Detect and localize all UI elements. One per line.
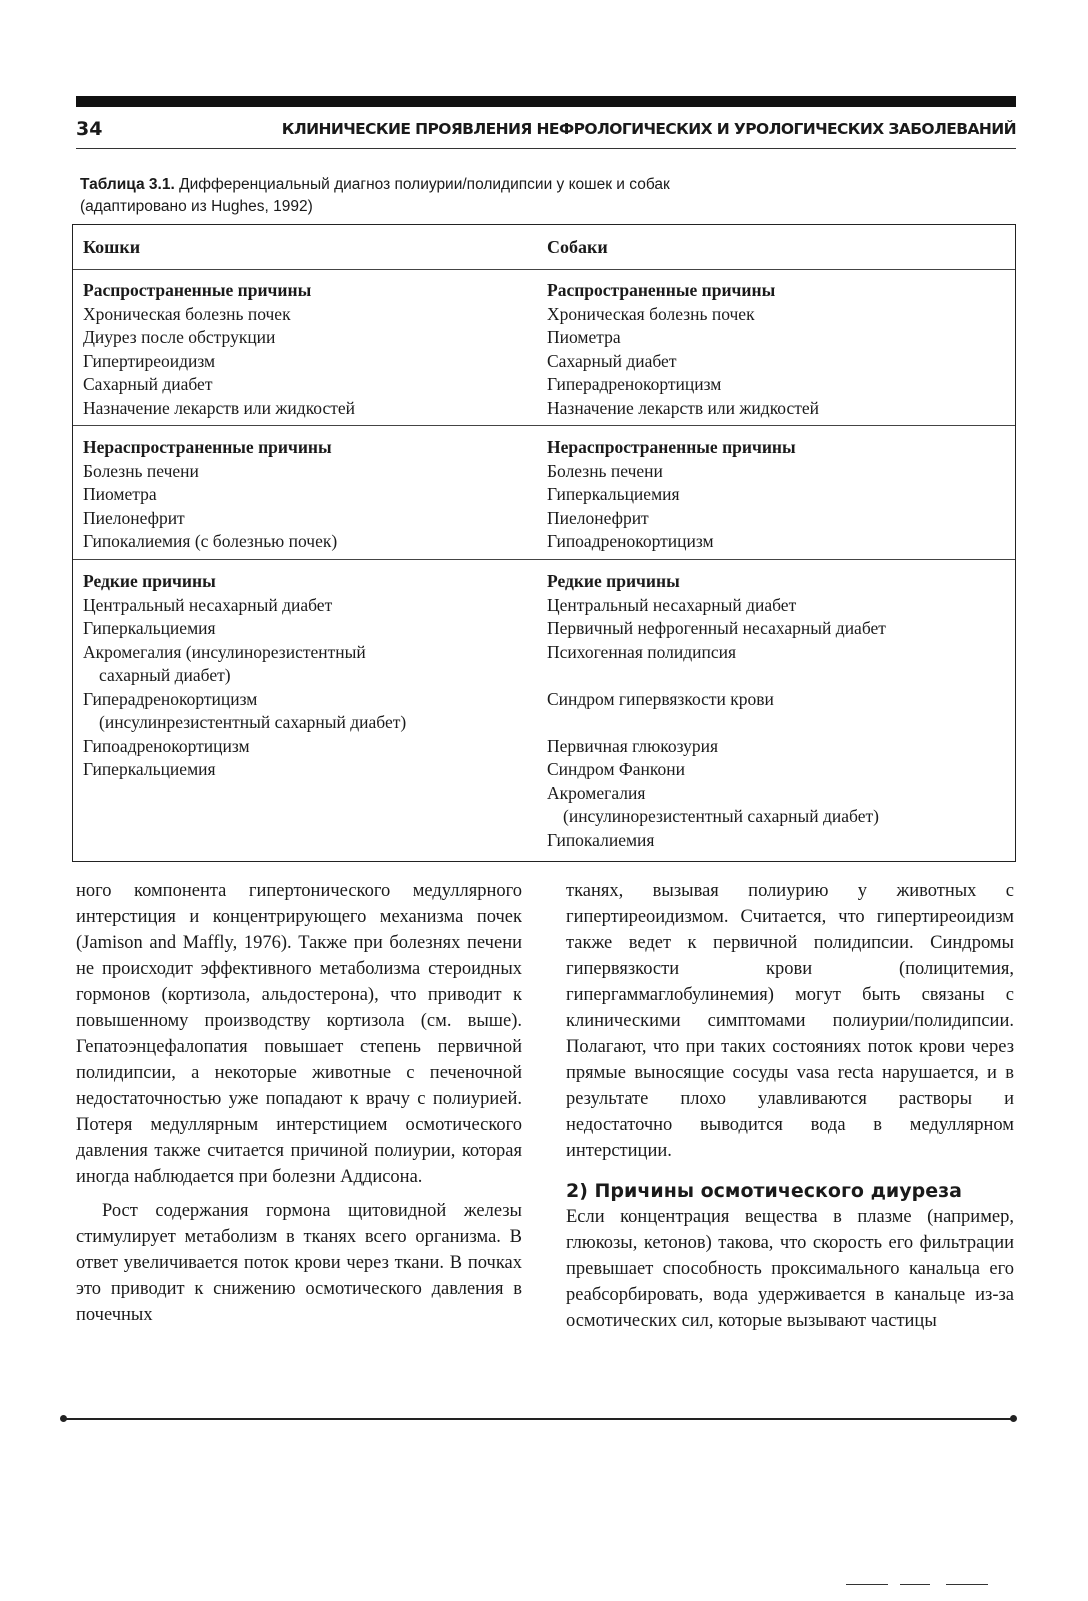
paragraph: тканях, вызывая полиурию у животных с гипертиреоидизмом. Считается, что гипертиреоидизм также ведет к первичной полидипсии. Синдромы гипервязкости крови (полицитемия, гипергаммаглобулинемия) могут быть связаны с клиническими симптомами полиурии/полидипсии. Полагают, что при таких состояниях поток крови через прямые выносящие сосуды vasa recta нарушается, и в результате плохо улавливаются растворы и недостаточно выводится вода в медуллярном интерстиции. <box>566 881 1014 1161</box>
list-item: Сахарный диабет <box>83 374 213 394</box>
list-item: Гиперкальциемия <box>83 759 216 779</box>
uncommon-cats-cell <box>83 436 337 554</box>
section-divider <box>73 559 1015 560</box>
list-item: Гипоадренокортицизм <box>83 735 250 756</box>
list-item: Гипокалиемия <box>547 829 655 850</box>
list-item: Пиометра <box>547 327 621 347</box>
list-item <box>547 711 886 735</box>
common-cats-cell <box>83 279 355 420</box>
list-item: Психогенная полидипсия <box>547 641 737 662</box>
table-label: Таблица 3.1. <box>80 176 175 193</box>
scan-mark <box>946 1584 988 1585</box>
list-item: Центральный несахарный диабет <box>547 594 797 615</box>
scan-mark <box>846 1584 888 1585</box>
text-column-right <box>566 878 1014 1334</box>
list-item: Гиперкальциемия <box>547 484 680 504</box>
list-item: Пиометра <box>83 484 157 504</box>
list-item: Болезнь печени <box>547 460 663 481</box>
list-item: Гипокалиемия (с болезнью почек) <box>83 531 338 551</box>
list-item: Центральный несахарный диабет <box>83 594 333 615</box>
paragraph: Если концентрация вещества в плазме (например, глюкозы, кетонов) такова, что скорость его фильтрации превышает способность проксимального канальца его реабсорбировать, вода удерживается в канальце из-за осмотических сил, которые вызывают частицы <box>566 1207 1014 1331</box>
section-heading: Нераспространенные причины <box>83 437 332 457</box>
list-item: (инсулинрезистентный сахарный диабет) <box>99 712 407 732</box>
list-item: Пиелонефрит <box>547 507 649 528</box>
section-title: 2) Причины осмотического диуреза <box>566 1180 962 1202</box>
column-header-cats: Кошки <box>83 237 141 257</box>
list-item: Акромегалия <box>547 782 646 803</box>
running-header <box>76 116 1016 146</box>
diagnosis-table <box>72 224 1016 862</box>
list-item: Назначение лекарств или жидкостей <box>547 397 820 418</box>
list-item: Пиелонефрит <box>83 507 185 528</box>
common-dogs-cell <box>547 279 819 420</box>
list-item: Синдром Фанкони <box>547 759 685 779</box>
list-item: Синдром гипервязкости крови <box>547 688 774 709</box>
paragraph: Рост содержания гормона щитовидной железы стимулирует метаболизм в тканях всего организма. В ответ увеличивается поток крови через ткани. В почках это приводит к снижению осмотического давления в почечных <box>76 1201 522 1325</box>
section-heading: Редкие причины <box>83 571 216 591</box>
text-column-left <box>76 878 522 1328</box>
section-divider <box>73 425 1015 426</box>
list-item <box>547 664 886 688</box>
list-item: Хроническая болезнь почек <box>547 303 755 324</box>
page-number: 34 <box>76 118 103 140</box>
list-item: Сахарный диабет <box>547 350 677 371</box>
list-item: Первичная глюкозурия <box>547 735 719 756</box>
list-item: сахарный диабет) <box>99 665 231 685</box>
column-header-dogs: Собаки <box>547 237 608 257</box>
list-item: Гиперкальциемия <box>83 618 216 638</box>
section-heading: Распространенные причины <box>547 280 776 300</box>
rare-dogs-cell <box>547 570 886 852</box>
section-heading: Нераспространенные причины <box>547 437 796 457</box>
section-heading: Распространенные причины <box>83 280 312 300</box>
list-item: Хроническая болезнь почек <box>83 303 291 324</box>
footer-rule <box>62 1418 1014 1420</box>
list-item: Диурез после обструкции <box>83 327 276 347</box>
list-item: (инсулинорезистентный сахарный диабет) <box>563 806 879 826</box>
section-heading: Редкие причины <box>547 571 680 591</box>
scan-mark <box>900 1584 930 1585</box>
list-item: Гиперадренокортицизм <box>547 374 722 394</box>
table-caption-line2: (адаптировано из Hughes, 1992) <box>80 198 313 215</box>
list-item: Гиперадренокортицизм <box>83 688 258 709</box>
footer-dot-left <box>60 1415 67 1422</box>
running-title: КЛИНИЧЕСКИЕ ПРОЯВЛЕНИЯ НЕФРОЛОГИЧЕСКИХ И УРОЛОГИЧЕСКИХ ЗАБОЛЕВАНИЙ <box>281 120 1016 138</box>
header-rule-thin <box>76 148 1016 149</box>
paragraph: ного компонента гипертонического медуллярного интерстиция и концентрирующего механизма почек (Jamison and Maffly, 1976). Также при болезнях печени не происходит эффективного метаболизма стероидных гормонов (кортизола, альдостерона), что приводит к повышенному производству кортизола (см. выше). Гепатоэнцефалопатия повышает степень первичной полидипсии, а некоторые животные с печеночной недостаточностью уже попадают к врачу с полиурией. Потеря медуллярным интерстицием осмотического давления также считается причиной полиурии, которая иногда наблюдается при болезни Аддисона. <box>76 881 522 1187</box>
table-caption-line1: Дифференциальный диагноз полиурии/полидипсии у кошек и собак <box>174 176 670 193</box>
table-caption <box>80 174 980 218</box>
rare-cats-cell <box>83 570 406 782</box>
table-header-row <box>73 225 1015 270</box>
header-rule-thick <box>76 96 1016 107</box>
footer-dot-right <box>1010 1415 1017 1422</box>
uncommon-dogs-cell <box>547 436 796 554</box>
list-item: Болезнь печени <box>83 460 199 481</box>
list-item: Первичный нефрогенный несахарный диабет <box>547 618 886 638</box>
list-item: Акромегалия (инсулинорезистентный <box>83 641 366 662</box>
list-item: Гипоадренокортицизм <box>547 531 714 551</box>
list-item: Назначение лекарств или жидкостей <box>83 397 356 418</box>
list-item: Гипертиреоидизм <box>83 350 216 371</box>
